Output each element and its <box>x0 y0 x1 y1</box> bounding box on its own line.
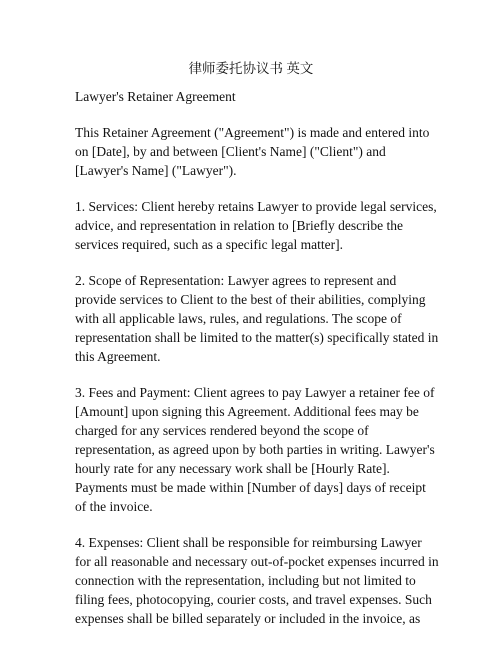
services-line: services required, such as a specific legal matter]. <box>75 237 344 252</box>
fees-line: 3. Fees and Payment: Client agrees to pay Lawyer a retainer fee of <box>75 385 435 400</box>
expenses-line: filing fees, photocopying, courier costs, and travel expenses. Such <box>75 592 432 607</box>
services-line: 1. Services: Client hereby retains Lawyer to provide legal services, <box>75 199 437 214</box>
fees-line: Payments must be made within [Number of days] days of receipt <box>75 480 426 495</box>
expenses-line: 4. Expenses: Client shall be responsible for reimbursing Lawyer <box>75 535 422 550</box>
expenses-line: expenses shall be billed separately or included in the invoice, as <box>75 611 421 626</box>
scope-line: provide services to Client to the best of their abilities, complying <box>75 292 426 307</box>
scope-line: with all applicable laws, rules, and regulations. The scope of <box>75 311 402 326</box>
fees-line: representation, as agreed upon by both parties in writing. Lawyer's <box>75 442 435 457</box>
fees-line: hourly rate for any necessary work shall be [Hourly Rate]. <box>75 461 390 476</box>
document-title: 律师委托协议书 英文 <box>188 61 314 76</box>
scope-line: 2. Scope of Representation: Lawyer agrees to represent and <box>75 273 397 288</box>
expenses-line: connection with the representation, including but not limited to <box>75 573 416 588</box>
fees-line: [Amount] upon signing this Agreement. Additional fees may be <box>75 404 419 419</box>
intro-line: on [Date], by and between [Client's Name] ("Client") and <box>75 144 386 159</box>
scope-line: this Agreement. <box>75 349 161 364</box>
intro-line: [Lawyer's Name] ("Lawyer"). <box>75 163 237 178</box>
fees-line: of the invoice. <box>75 499 153 514</box>
scope-line: representation shall be limited to the matter(s) specifically stated in <box>75 330 439 345</box>
agreement-heading: Lawyer's Retainer Agreement <box>75 89 236 104</box>
intro-line: This Retainer Agreement ("Agreement") is made and entered into <box>75 125 430 140</box>
services-line: advice, and representation in relation to [Briefly describe the <box>75 218 403 233</box>
expenses-line: for all reasonable and necessary out-of-pocket expenses incurred in <box>75 554 439 569</box>
fees-line: charged for any services rendered beyond the scope of <box>75 423 369 438</box>
